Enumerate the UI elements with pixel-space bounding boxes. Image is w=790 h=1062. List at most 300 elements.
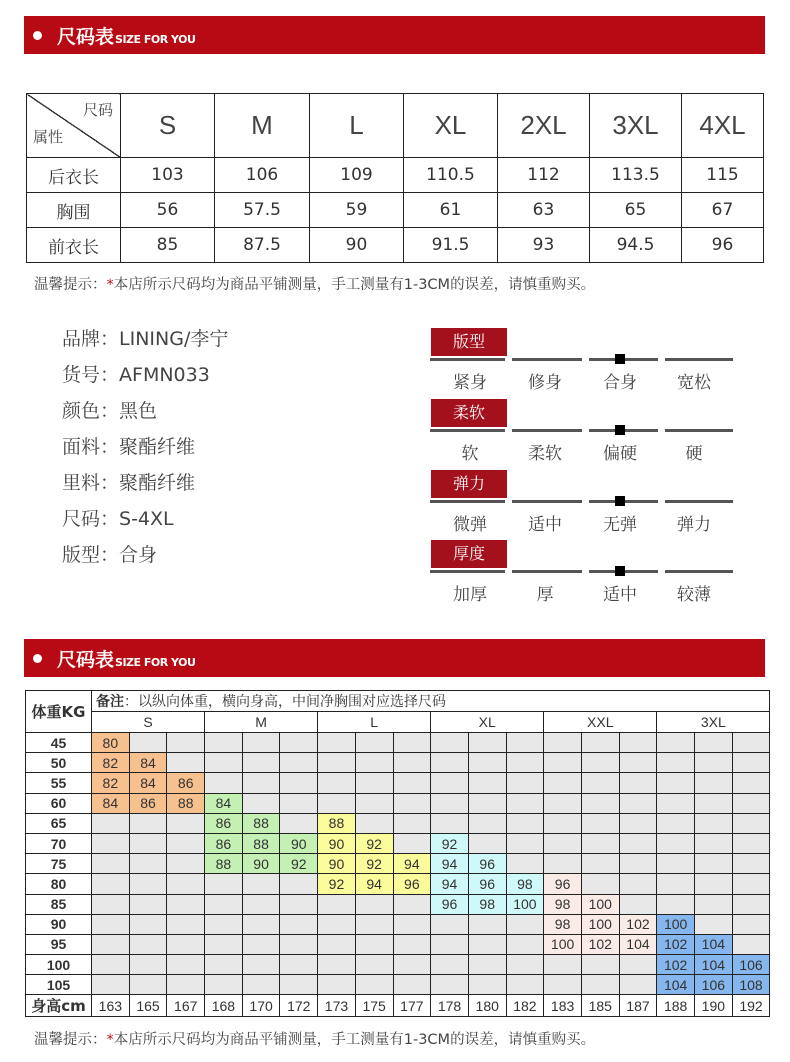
chest-cell: 108 [732, 975, 770, 995]
chest-cell: 96 [468, 874, 506, 894]
empty-cell [581, 773, 619, 793]
measure-label: 前衣长 [27, 228, 121, 263]
empty-cell [280, 813, 318, 833]
chest-cell: 94 [393, 854, 431, 874]
empty-cell [657, 753, 695, 773]
scale-option: 修身 [528, 373, 562, 393]
empty-cell [431, 955, 469, 975]
empty-cell [129, 874, 167, 894]
weight-row [26, 975, 770, 995]
scale-option: 宽松 [677, 373, 711, 393]
height-value: 172 [280, 995, 318, 1017]
empty-cell [393, 894, 431, 914]
empty-cell [92, 874, 130, 894]
empty-cell [92, 934, 130, 954]
empty-cell [581, 874, 619, 894]
empty-cell [468, 914, 506, 934]
empty-cell [657, 833, 695, 853]
chest-cell: 98 [506, 874, 544, 894]
info-row-fit [62, 540, 228, 576]
fit-scale-title: 厚度 [431, 540, 507, 568]
measure-value: 112 [498, 158, 590, 193]
info-value: 聚酯纤维 [119, 472, 196, 494]
chest-cell: 100 [581, 894, 619, 914]
empty-cell [695, 854, 733, 874]
chest-cell: 86 [205, 813, 243, 833]
scale-gap [505, 357, 512, 362]
empty-cell [431, 813, 469, 833]
scale-option: 较薄 [677, 585, 711, 605]
weight-value: 45 [26, 733, 92, 753]
empty-cell [581, 975, 619, 995]
chest-cell: 92 [431, 833, 469, 853]
empty-cell [732, 833, 770, 853]
measure-row [27, 158, 764, 193]
measure-row [27, 228, 764, 263]
empty-cell [468, 793, 506, 813]
empty-cell [581, 733, 619, 753]
chest-cell: 98 [544, 914, 582, 934]
measure-value: 65 [590, 193, 682, 228]
empty-cell [581, 833, 619, 853]
scale-option: 偏硬 [603, 444, 637, 464]
scale-gap [658, 357, 665, 362]
chest-cell: 102 [581, 934, 619, 954]
empty-cell [657, 733, 695, 753]
info-row-size-range [62, 504, 228, 540]
chest-cell: 100 [581, 914, 619, 934]
scale-option: 微弹 [453, 515, 487, 535]
empty-cell [581, 854, 619, 874]
empty-cell [544, 854, 582, 874]
size-group-header: S [92, 712, 205, 733]
chest-cell: 96 [393, 874, 431, 894]
empty-cell [619, 894, 657, 914]
corner-cell [27, 94, 121, 158]
weight-value: 90 [26, 914, 92, 934]
empty-cell [506, 833, 544, 853]
empty-cell [732, 894, 770, 914]
height-axis-label: 身高cm [26, 995, 92, 1017]
empty-cell [619, 813, 657, 833]
chest-cell: 104 [619, 934, 657, 954]
measure-value: 110.5 [404, 158, 498, 193]
empty-cell [506, 934, 544, 954]
tip-text: 本店所示尺码均为商品平铺测量，手工测量有1-3CM的误差，请慎重购买。 [113, 1032, 596, 1048]
scale-gap [505, 428, 512, 433]
weight-row [26, 914, 770, 934]
empty-cell [431, 793, 469, 813]
weight-value: 55 [26, 773, 92, 793]
empty-cell [732, 733, 770, 753]
empty-cell [280, 914, 318, 934]
info-label: 版型： [62, 544, 120, 566]
measure-value: 87.5 [215, 228, 310, 263]
info-row-item-number [62, 360, 228, 396]
size-header: S [121, 94, 215, 158]
empty-cell [355, 955, 393, 975]
chest-cell: 92 [355, 833, 393, 853]
empty-cell [355, 793, 393, 813]
weight-row [26, 874, 770, 894]
empty-cell [619, 975, 657, 995]
empty-cell [506, 753, 544, 773]
height-value: 182 [506, 995, 544, 1017]
height-value: 170 [242, 995, 280, 1017]
empty-cell [355, 894, 393, 914]
empty-cell [506, 793, 544, 813]
scale-gap [658, 499, 665, 504]
chest-cell: 100 [506, 894, 544, 914]
chest-cell: 90 [318, 833, 356, 853]
empty-cell [506, 914, 544, 934]
empty-cell [619, 773, 657, 793]
empty-cell [544, 813, 582, 833]
measure-value: 94.5 [590, 228, 682, 263]
tip-star: * [106, 277, 114, 293]
empty-cell [431, 975, 469, 995]
measure-value: 113.5 [590, 158, 682, 193]
empty-cell [657, 773, 695, 793]
scale-option: 软 [461, 444, 479, 464]
chest-cell: 84 [129, 753, 167, 773]
empty-cell [657, 813, 695, 833]
empty-cell [355, 813, 393, 833]
weight-row [26, 793, 770, 813]
scale-marker [615, 354, 625, 364]
empty-cell [205, 975, 243, 995]
scale-option: 硬 [685, 444, 703, 464]
empty-cell [129, 934, 167, 954]
empty-cell [318, 733, 356, 753]
height-value: 177 [393, 995, 431, 1017]
chest-cell: 98 [544, 894, 582, 914]
weight-row [26, 833, 770, 853]
fit-scale-title: 版型 [431, 328, 507, 356]
empty-cell [393, 934, 431, 954]
empty-cell [129, 894, 167, 914]
empty-cell [129, 955, 167, 975]
height-value: 190 [695, 995, 733, 1017]
measure-value: 93 [498, 228, 590, 263]
weight-value: 100 [26, 955, 92, 975]
height-value: 173 [318, 995, 356, 1017]
empty-cell [318, 955, 356, 975]
scale-gap [505, 569, 512, 574]
empty-cell [280, 733, 318, 753]
empty-cell [318, 793, 356, 813]
height-value: 180 [468, 995, 506, 1017]
weight-value: 105 [26, 975, 92, 995]
weight-value: 95 [26, 934, 92, 954]
empty-cell [129, 914, 167, 934]
empty-cell [695, 793, 733, 813]
section-subtitle: SIZE FOR YOU [115, 33, 196, 46]
empty-cell [544, 955, 582, 975]
empty-cell [167, 894, 205, 914]
scale-option: 厚 [536, 585, 554, 605]
chest-cell: 94 [355, 874, 393, 894]
note-label: 备注 [96, 694, 124, 710]
weight-row [26, 894, 770, 914]
height-value: 167 [167, 995, 205, 1017]
height-value: 163 [92, 995, 130, 1017]
empty-cell [431, 733, 469, 753]
chest-cell: 102 [619, 914, 657, 934]
empty-cell [619, 854, 657, 874]
scale-option: 柔软 [528, 444, 562, 464]
empty-cell [205, 914, 243, 934]
empty-cell [695, 773, 733, 793]
chest-cell: 102 [657, 934, 695, 954]
empty-cell [92, 894, 130, 914]
weight-row [26, 813, 770, 833]
weight-row [26, 955, 770, 975]
scale-gap [505, 499, 512, 504]
chest-cell: 96 [544, 874, 582, 894]
weight-row [26, 773, 770, 793]
note-row [26, 691, 770, 712]
empty-cell [506, 975, 544, 995]
scale-option: 弹力 [677, 515, 711, 535]
empty-cell [355, 773, 393, 793]
chest-cell: 84 [129, 773, 167, 793]
chest-cell: 106 [732, 955, 770, 975]
chest-cell: 88 [242, 813, 280, 833]
empty-cell [167, 955, 205, 975]
empty-cell [242, 975, 280, 995]
empty-cell [242, 753, 280, 773]
chest-cell: 82 [92, 753, 130, 773]
empty-cell [129, 854, 167, 874]
empty-cell [167, 813, 205, 833]
empty-cell [280, 894, 318, 914]
info-row-color [62, 396, 228, 432]
info-value: AFMN033 [119, 364, 210, 386]
empty-cell [619, 874, 657, 894]
weight-value: 80 [26, 874, 92, 894]
note-cell [92, 691, 770, 712]
empty-cell [167, 733, 205, 753]
chest-cell: 90 [318, 854, 356, 874]
weight-value: 70 [26, 833, 92, 853]
empty-cell [657, 874, 695, 894]
chest-cell: 100 [657, 914, 695, 934]
info-label: 颜色： [62, 400, 120, 422]
empty-cell [92, 854, 130, 874]
empty-cell [431, 934, 469, 954]
weight-value: 60 [26, 793, 92, 813]
scale-marker [615, 425, 625, 435]
empty-cell [167, 874, 205, 894]
weight-value: 75 [26, 854, 92, 874]
chest-cell: 88 [167, 793, 205, 813]
empty-cell [468, 955, 506, 975]
empty-cell [205, 773, 243, 793]
measure-value: 57.5 [215, 193, 310, 228]
scale-gap [582, 428, 589, 433]
empty-cell [544, 975, 582, 995]
empty-cell [205, 753, 243, 773]
empty-cell [393, 773, 431, 793]
note-text: ：以纵向体重，横向身高，中间净胸围对应选择尺码 [124, 694, 446, 710]
size-group-header: 3XL [657, 712, 770, 733]
chest-cell: 88 [205, 854, 243, 874]
empty-cell [581, 813, 619, 833]
height-value: 175 [355, 995, 393, 1017]
chest-cell: 86 [167, 773, 205, 793]
scale-marker [615, 566, 625, 576]
empty-cell [431, 914, 469, 934]
empty-cell [318, 975, 356, 995]
empty-cell [619, 733, 657, 753]
empty-cell [355, 975, 393, 995]
measure-label: 后衣长 [27, 158, 121, 193]
empty-cell [619, 753, 657, 773]
measure-value: 109 [310, 158, 404, 193]
empty-cell [242, 955, 280, 975]
empty-cell [581, 753, 619, 773]
empty-cell [619, 955, 657, 975]
measure-value: 106 [215, 158, 310, 193]
chest-cell: 86 [205, 833, 243, 853]
empty-cell [581, 793, 619, 813]
empty-cell [92, 914, 130, 934]
empty-cell [431, 753, 469, 773]
measure-value: 91.5 [404, 228, 498, 263]
size-header: XL [404, 94, 498, 158]
empty-cell [393, 955, 431, 975]
fit-scale-title: 柔软 [431, 399, 507, 427]
scale-gap [582, 499, 589, 504]
empty-cell [732, 793, 770, 813]
size-header: M [215, 94, 310, 158]
empty-cell [92, 833, 130, 853]
empty-cell [544, 773, 582, 793]
empty-cell [355, 914, 393, 934]
scale-gap [658, 428, 665, 433]
empty-cell [544, 733, 582, 753]
info-value: 黑色 [119, 400, 158, 422]
info-label: 面料： [62, 436, 120, 458]
empty-cell [695, 874, 733, 894]
empty-cell [732, 914, 770, 934]
empty-cell [468, 833, 506, 853]
chest-cell: 82 [92, 773, 130, 793]
info-row-lining [62, 468, 228, 504]
height-row [26, 995, 770, 1017]
product-info [62, 324, 228, 576]
empty-cell [92, 955, 130, 975]
empty-cell [732, 753, 770, 773]
size-table [26, 93, 764, 263]
empty-cell [280, 874, 318, 894]
empty-cell [280, 934, 318, 954]
info-value: 聚酯纤维 [119, 436, 196, 458]
scale-option: 无弹 [603, 515, 637, 535]
measure-value: 96 [682, 228, 764, 263]
weight-value: 65 [26, 813, 92, 833]
empty-cell [318, 914, 356, 934]
chest-cell: 84 [205, 793, 243, 813]
measure-value: 115 [682, 158, 764, 193]
info-label: 尺码： [62, 508, 120, 530]
empty-cell [129, 975, 167, 995]
empty-cell [506, 955, 544, 975]
empty-cell [695, 833, 733, 853]
empty-cell [242, 934, 280, 954]
measurement-tip [34, 273, 595, 294]
height-value: 168 [205, 995, 243, 1017]
corner-bottom-label: 属性 [33, 129, 64, 146]
info-row-fabric [62, 432, 228, 468]
info-label: 货号： [62, 364, 120, 386]
height-value: 187 [619, 995, 657, 1017]
measure-value: 67 [682, 193, 764, 228]
empty-cell [695, 914, 733, 934]
height-value: 188 [657, 995, 695, 1017]
size-group-header: L [318, 712, 431, 733]
section-header-weight-chart [24, 639, 765, 677]
empty-cell [468, 975, 506, 995]
empty-cell [280, 955, 318, 975]
size-group-header: XL [431, 712, 544, 733]
height-value: 165 [129, 995, 167, 1017]
measure-value: 59 [310, 193, 404, 228]
chest-cell: 96 [431, 894, 469, 914]
empty-cell [732, 813, 770, 833]
height-value: 185 [581, 995, 619, 1017]
size-group-row [26, 712, 770, 733]
chest-cell: 102 [657, 955, 695, 975]
scale-option: 适中 [528, 515, 562, 535]
empty-cell [318, 934, 356, 954]
weight-row [26, 753, 770, 773]
measure-value: 56 [121, 193, 215, 228]
empty-cell [355, 753, 393, 773]
empty-cell [619, 833, 657, 853]
section-header-size-chart [24, 16, 765, 54]
tip-star: * [106, 1032, 114, 1048]
chest-cell: 92 [355, 854, 393, 874]
empty-cell [167, 753, 205, 773]
empty-cell [506, 854, 544, 874]
measurement-tip-bottom [34, 1028, 595, 1049]
tip-text: 本店所示尺码均为商品平铺测量，手工测量有1-3CM的误差，请慎重购买。 [113, 277, 596, 293]
chest-cell: 100 [544, 934, 582, 954]
chest-cell: 88 [318, 813, 356, 833]
height-value: 183 [544, 995, 582, 1017]
measure-value: 61 [404, 193, 498, 228]
chest-cell: 96 [468, 854, 506, 874]
empty-cell [167, 833, 205, 853]
empty-cell [393, 813, 431, 833]
measure-value: 85 [121, 228, 215, 263]
empty-cell [92, 975, 130, 995]
empty-cell [205, 733, 243, 753]
empty-cell [732, 773, 770, 793]
empty-cell [167, 854, 205, 874]
chest-cell: 90 [280, 833, 318, 853]
info-value: LINING/李宁 [119, 328, 229, 350]
chest-cell: 88 [242, 833, 280, 853]
chest-cell: 94 [431, 854, 469, 874]
size-header: 4XL [682, 94, 764, 158]
measure-value: 103 [121, 158, 215, 193]
scale-marker [615, 496, 625, 506]
empty-cell [355, 934, 393, 954]
scale-option: 加厚 [453, 585, 487, 605]
